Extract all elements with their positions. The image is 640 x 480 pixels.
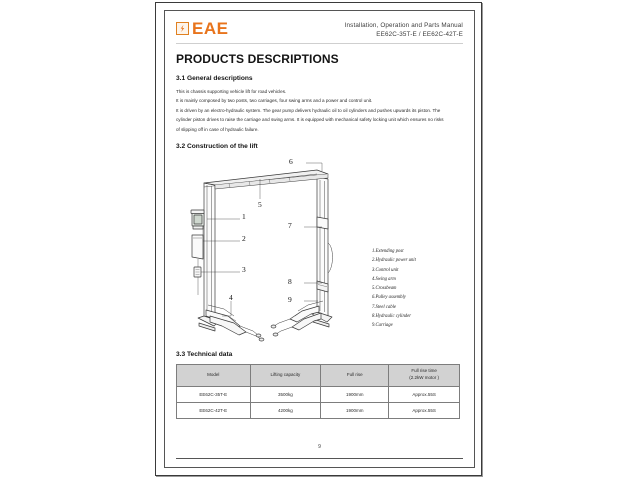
cell-full-rise: 1900mm	[321, 386, 389, 402]
brand-logo	[176, 18, 228, 37]
general-description-text	[176, 87, 463, 134]
cell-full-rise-time: Approx.55S	[389, 402, 460, 418]
callout-6: 6	[289, 156, 293, 166]
paragraph-line: It is driven by an electro-hydraulic system. The gear pump delivers hydraulic oil to oil cylinders and pushes upwards its piston. The	[176, 107, 441, 113]
document-page-content	[165, 11, 474, 467]
document-page-border	[164, 10, 475, 468]
manual-title: Installation, Operation and Parts Manual	[344, 22, 463, 29]
callout-1: 1	[242, 211, 246, 221]
column-header-lifting-capacity: Lifting capacity	[250, 364, 321, 386]
section-heading-technical: 3.3 Technical data	[176, 350, 233, 358]
brand-name: EAE	[192, 19, 229, 38]
table-row	[177, 402, 460, 418]
callout-5: 5	[258, 199, 262, 209]
column-header-motor-note: (2.2kW motor )	[409, 375, 439, 381]
paragraph-line: It is mainly composed by two posts, two carriages, four swing arms and a power and control unit.	[176, 98, 373, 104]
cell-full-rise: 1900mm	[321, 402, 389, 418]
cell-model: EE62C-35T-E	[177, 386, 251, 402]
column-header-model: Model	[177, 364, 251, 386]
manual-models: EE62C-35T-E / EE62C-42T-E	[376, 31, 463, 39]
lift-construction-diagram	[176, 155, 463, 351]
footer-divider	[176, 458, 463, 459]
parts-legend-item: 6.Pulley assembly	[372, 295, 406, 301]
column-header-full-rise-time-main: Full rise time	[411, 368, 437, 374]
page-footer	[165, 435, 474, 453]
parts-legend-item: 5.Crossbeam	[372, 286, 397, 292]
cell-lifting-capacity: 3500kg	[250, 386, 321, 402]
callout-4: 4	[229, 292, 233, 302]
parts-legend-item: 8.Hydraulic cylinder	[372, 313, 412, 319]
header-title-block	[345, 18, 463, 40]
callout-8: 8	[288, 276, 292, 286]
parts-legend-item: 7.Steel cable	[372, 304, 396, 310]
paragraph-line: cylinder piston drives to raise the carriage and swing arms. It is equipped with mechanical safety locking unit which ensures no risks	[176, 117, 444, 123]
technical-data-table	[176, 364, 460, 419]
two-post-lift-illustration	[184, 155, 374, 351]
parts-legend-item: 3.Control unit	[372, 267, 399, 273]
eae-logo-icon	[176, 22, 189, 35]
page-number: 9	[318, 444, 321, 450]
paragraph-line: of slipping off in case of hydraulic failure.	[176, 126, 259, 132]
cell-model: EE62C-42T-E	[177, 402, 251, 418]
table-header-row	[177, 364, 460, 386]
document-header	[176, 18, 463, 44]
section-heading-construction: 3.2 Construction of the lift	[176, 142, 258, 150]
cell-full-rise-time: Approx.55S	[389, 386, 460, 402]
callout-9: 9	[288, 294, 292, 304]
paragraph-line: This is chassis supporting vehicle lift for road vehicles.	[176, 88, 287, 94]
callout-7: 7	[288, 220, 292, 230]
parts-legend-item: 1.Extending post	[372, 248, 404, 254]
section-heading-general: 3.1 General descriptions	[176, 74, 253, 82]
page-title: PRODUCTS DESCRIPTIONS	[176, 51, 339, 66]
table-row	[177, 386, 460, 402]
column-header-full-rise-time	[389, 364, 460, 386]
parts-legend-item: 9.Carriage	[372, 323, 393, 329]
table-header-row-group	[177, 364, 460, 386]
callout-2: 2	[242, 233, 246, 243]
cell-lifting-capacity: 4200kg	[250, 402, 321, 418]
parts-legend-list	[372, 247, 477, 331]
table-body	[177, 386, 460, 418]
column-header-full-rise: Full rise	[321, 364, 389, 386]
callout-3: 3	[242, 264, 246, 274]
parts-legend-item: 2.Hydraulic power unit	[372, 258, 416, 264]
document-page-frame	[155, 2, 482, 476]
parts-legend-item: 4.Swing arm	[372, 276, 396, 282]
